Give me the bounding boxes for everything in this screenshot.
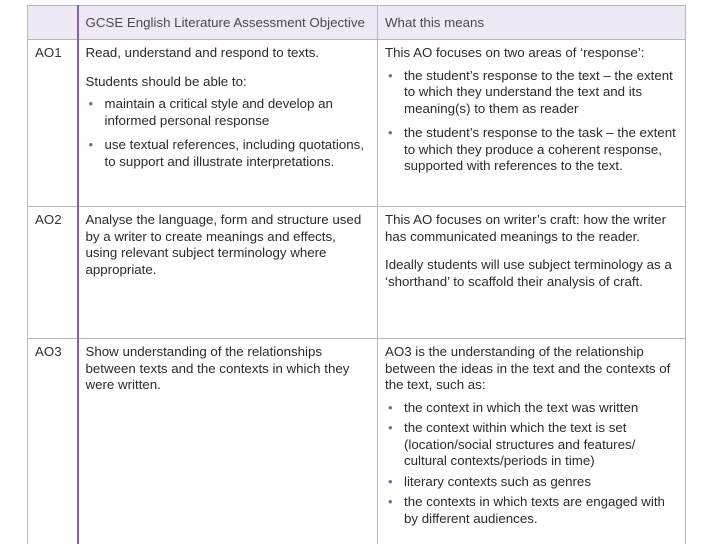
- ao-label: AO3: [28, 339, 78, 544]
- table-row: [28, 207, 686, 339]
- table-row: [28, 339, 686, 544]
- list-item: • the context within which the text is set (location/social structures and features/ cultural contexts/periods in time): [385, 420, 679, 470]
- objective-subheading: Students should be able to:: [86, 74, 372, 91]
- list-item: • literary contexts such as genres: [385, 474, 679, 491]
- meaning-bullet-list: [385, 400, 679, 528]
- header-meaning-column: What this means: [378, 6, 686, 40]
- ao-label: AO2: [28, 207, 78, 339]
- meaning-cell: [378, 40, 686, 207]
- objective-text: Show understanding of the relationships between texts and the contexts in which they were written.: [86, 344, 372, 394]
- list-item: • the contexts in which texts are engaged with by different audiences.: [385, 494, 679, 527]
- objective-cell: [78, 207, 378, 339]
- objective-cell: [78, 40, 378, 207]
- list-item: • the student’s response to the text – the extent to which they understand the text and its meaning(s) to them as reader: [385, 68, 679, 118]
- objective-cell: [78, 339, 378, 544]
- table-header-row: [28, 6, 686, 40]
- list-item: • the student’s response to the task – the extent to which they produce a coherent response, supported with references to the text.: [385, 125, 679, 175]
- list-item: • the context in which the text was written: [385, 400, 679, 417]
- list-item: • maintain a critical style and develop an informed personal response: [86, 96, 372, 129]
- meaning-cell: [378, 207, 686, 339]
- ao-label: AO1: [28, 40, 78, 207]
- objective-text: Read, understand and respond to texts.: [86, 45, 372, 62]
- meaning-paragraph: Ideally students will use subject terminology as a ‘shorthand’ to scaffold their analysis of craft.: [385, 257, 679, 290]
- meaning-cell: [378, 339, 686, 544]
- header-ao-column: [28, 6, 78, 40]
- list-item: • use textual references, including quotations, to support and illustrate interpretations.: [86, 137, 372, 170]
- objective-bullet-list: [86, 96, 372, 170]
- assessment-objectives-table: [27, 5, 686, 544]
- meaning-bullet-list: [385, 68, 679, 175]
- table-row: [28, 40, 686, 207]
- objective-text: Analyse the language, form and structure used by a writer to create meanings and effects, using relevant subject terminology where appropriate.: [86, 212, 372, 278]
- header-objective-column: GCSE English Literature Assessment Objective: [78, 6, 378, 40]
- meaning-paragraph: This AO focuses on writer’s craft: how the writer has communicated meanings to the reader.: [385, 212, 679, 245]
- meaning-intro: AO3 is the understanding of the relationship between the ideas in the text and the contexts of the text, such as:: [385, 344, 679, 394]
- meaning-intro: This AO focuses on two areas of ‘response’:: [385, 45, 679, 62]
